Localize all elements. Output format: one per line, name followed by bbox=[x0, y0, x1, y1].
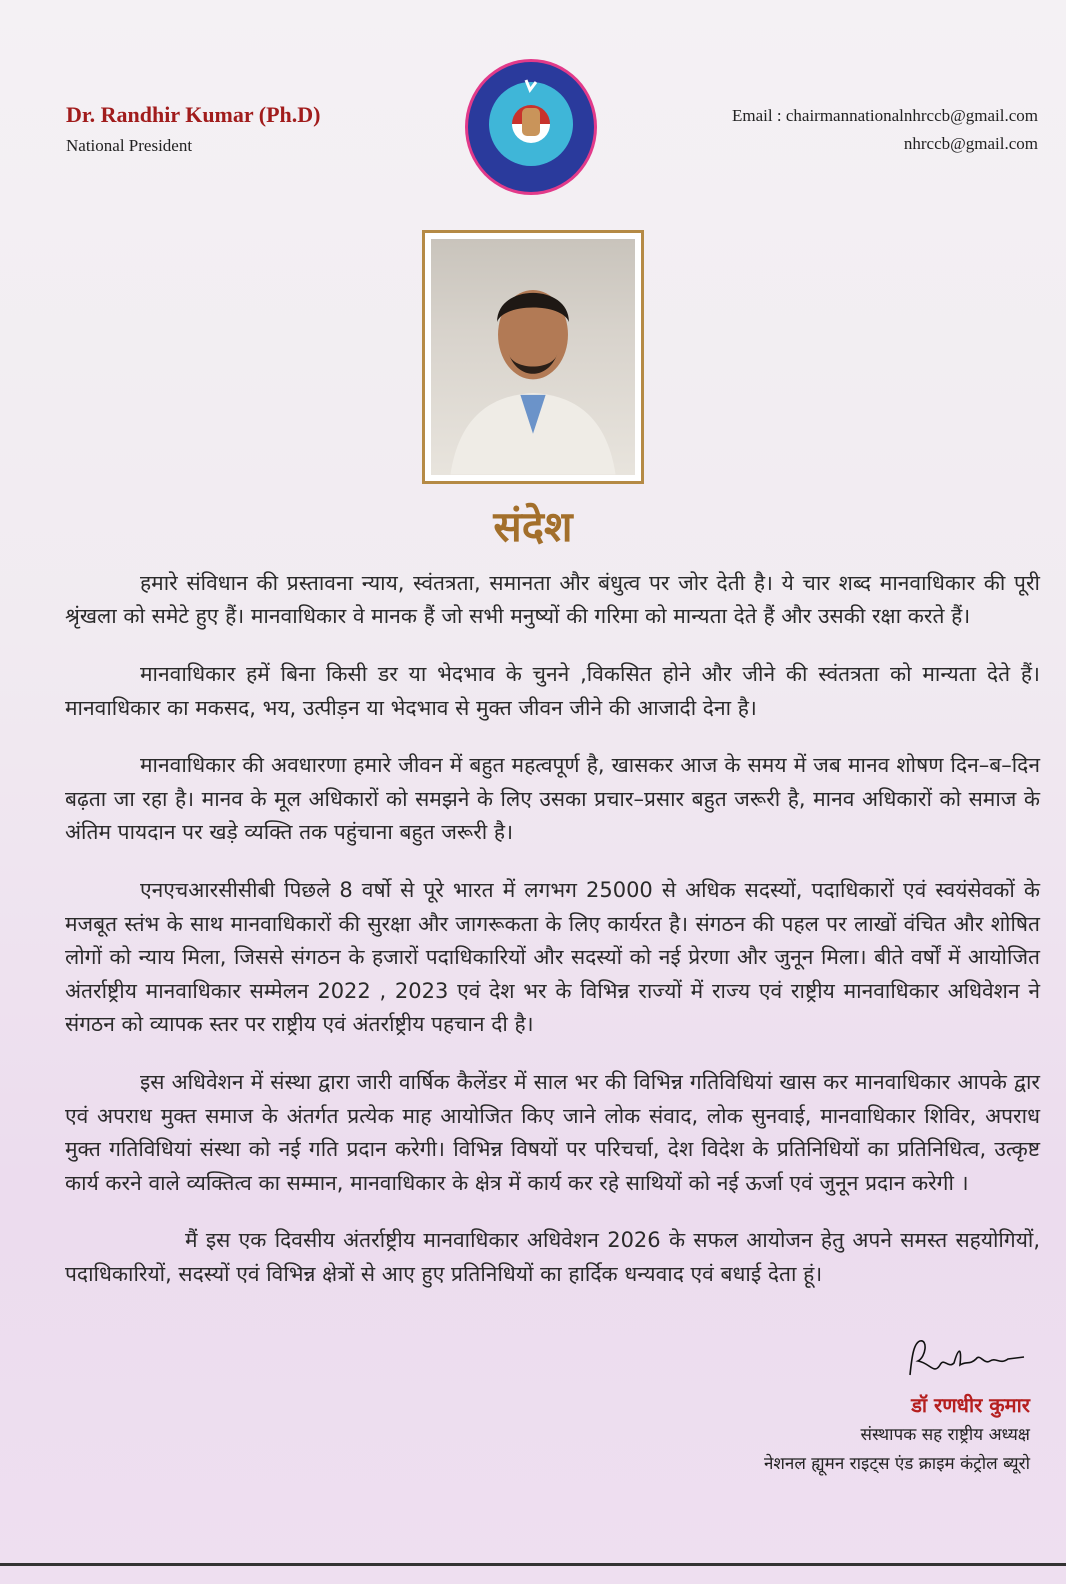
sender-name: Dr. Randhir Kumar (Ph.D) bbox=[66, 102, 321, 127]
sender-role: National President bbox=[66, 136, 193, 155]
signature-block bbox=[764, 1335, 1030, 1479]
message-body bbox=[65, 567, 1040, 1316]
paragraph: एनएचआरसीसीबी पिछले 8 वर्षो से पूरे भारत में लगभग 25000 से अधिक सदस्यों, पदाधिकारों एवं स्वयंसेवकों के मजबूत स्तंभ के साथ मानवाधिकारों की सुरक्षा और जागरूकता के लिए कार्यरत है। संगठन की पहल पर लाखों वंचित और शोषित लोगों को न्याय मिला, जिससे संगठन के हजारों पदाधिकारियों और सदस्यों को नई प्रेरणा और जुनून मिला। बीते वर्षों में आयोजित अंतर्राष्ट्रीय मानवाधिकार सम्मेलन 2022 , 2023 एवं देश भर के विभिन्न राज्यों में राज्य एवं राष्ट्रीय मानवाधिकार अधिवेशन ने संगठन को व्यापक स्तर पर राष्ट्रीय एवं अंतर्राष्ट्रीय पहचान दी है। bbox=[65, 877, 1040, 1037]
paragraph: मैं इस एक दिवसीय अंतर्राष्ट्रीय मानवाधिकार अधिवेशन 2026 के सफल आयोजन हेतु अपने समस्त सहयोगियों, पदाधिकारियों, सदस्यों एवं विभिन्न क्षेत्रों से आए हुए प्रतिनिधियों का हार्दिक धन्यवाद एवं बधाई देता हूं। bbox=[65, 1228, 1040, 1286]
message-title: संदेश bbox=[493, 502, 573, 551]
paragraph: मानवाधिकार की अवधारणा हमारे जीवन में बहुत महत्वपूर्ण है, खासकर आज के समय में जब मानव शोषण दिन–ब–दिन बढ़ता जा रहा है। मानव के मूल अधिकारों को समझने के लिए उसका प्रचार–प्रसार बहुत जरूरी है, मानव अधिकारों को समाज के अंतिम पायदान पर खड़े व्यक्ति तक पहुंचाना बहुत जरूरी है। bbox=[65, 753, 1040, 845]
spacer bbox=[0, 1509, 1066, 1563]
paragraph: इस अधिवेशन में संस्था द्वारा जारी वार्षिक कैलेंडर में साल भर की विभिन्न गतिविधियां खास कर मानवाधिकार आपके द्वार एवं अपराध मुक्त समाज के अंतर्गत प्रत्येक माह आयोजित किए जाने लोक संवाद, लोक सुनवाई, मानवाधिकार शिविर, अपराध मुक्त गतिविधियां संस्था को नई गति प्रदान करेगी। विभिन्न विषयों पर परिचर्चा, देश विदेश के प्रतिनिधियों का प्रतिनिधित्व, उत्कृष्ट कार्य करने वाले व्यक्तित्व का सम्मान, मानवाधिकार के क्षेत्र में कार्य कर रहे साथियों को नई ऊर्जा एवं जुनून प्रदान करेगी । bbox=[65, 1069, 1040, 1195]
bottom-divider bbox=[0, 1563, 1066, 1566]
signatory-organization: नेशनल ह्यूमन राइट्स एंड क्राइम कंट्रोल ब्यूरो bbox=[763, 1454, 1030, 1475]
paragraph: मानवाधिकार हमें बिना किसी डर या भेदभाव के चुनने ,विकसित होने और जीने की स्वंतत्रता को मान्यता देते हैं।मानवाधिकार का मकसद, भय, उत्पीड़न या भेदभाव से मुक्त जीवन जीने की आजादी देना है। bbox=[65, 661, 1040, 720]
contact-emails bbox=[732, 102, 1038, 158]
signatory-designation: संस्थापक सह राष्ट्रीय अध्यक्ष bbox=[860, 1425, 1030, 1446]
paragraph: हमारे संविधान की प्रस्तावना न्याय, स्वंतत्रता, समानता और बंधुत्व पर जोर देती है। ये चार शब्द मानवाधिकार की पूरी श्रृंखला को समेटे हुए हैं। मानवाधिकार वे मानक हैं जो सभी मनुष्यों की गरिमा को मान्यता देते हैं और उसकी रक्षा करते हैं। bbox=[65, 570, 1040, 629]
letterhead bbox=[0, 0, 1066, 230]
portrait-image bbox=[431, 239, 635, 475]
handwritten-signature bbox=[900, 1335, 1030, 1385]
nhrccb-logo bbox=[462, 58, 600, 196]
signatory-name: डॉ रणधीर कुमार bbox=[911, 1393, 1030, 1418]
email-primary: Email : chairmannationalnhrccb@gmail.com bbox=[732, 106, 1038, 125]
email-secondary: nhrccb@gmail.com bbox=[903, 134, 1038, 153]
president-photo bbox=[422, 230, 644, 484]
